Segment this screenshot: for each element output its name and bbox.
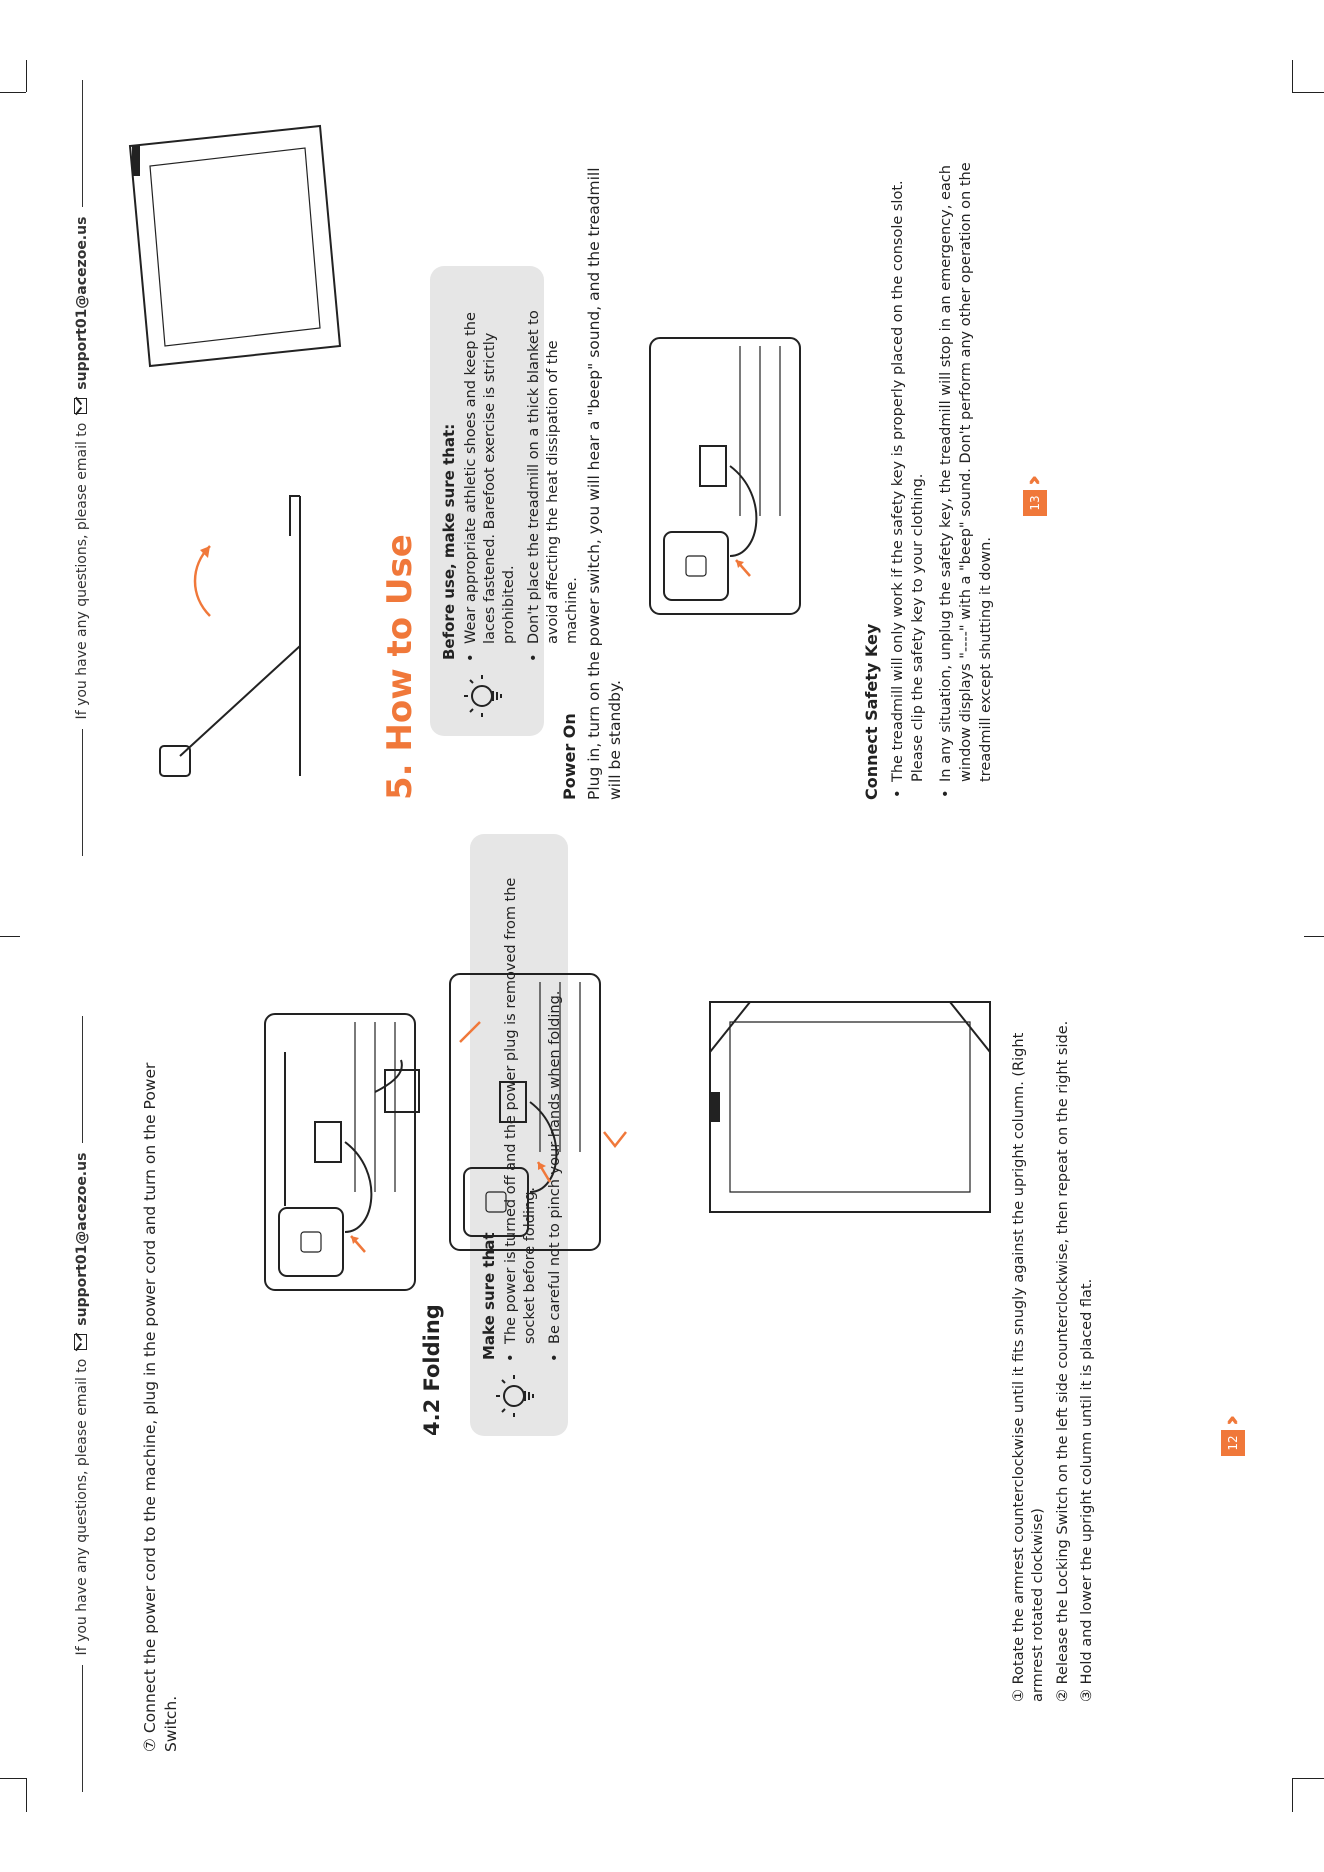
- lightbulb-icon: [492, 1370, 544, 1422]
- before-use-note-box: [430, 266, 580, 736]
- page-number: 12: [1221, 1430, 1245, 1456]
- note-list: [462, 276, 588, 666]
- step-7-text: ⑦ Connect the power cord to the machine, plug in the power cord and turn on the Power Switch.: [141, 1062, 180, 1752]
- note-item: • Don't place the treadmill on a thick blanket to avoid affecting the heat dissipation of the machine.: [525, 276, 582, 666]
- folding-step-2: ② Release the Locking Switch on the left side counterclockwise, then repeat on the right side.: [1055, 1020, 1071, 1702]
- note-title: Before use, make sure that:: [440, 423, 458, 660]
- power-on-title: Power On: [560, 713, 579, 800]
- flat-treadmill-illustration: [120, 116, 350, 376]
- folding-step-3: ③ Hold and lower the upright column until it is placed flat.: [1079, 1278, 1095, 1702]
- note-title: Make sure that: [480, 1232, 498, 1360]
- upright-column-illustration: [100, 476, 330, 796]
- section-title-how-to-use: 5. How to Use: [380, 534, 420, 800]
- note-item: • Be careful not to pinch your hands when folding.: [546, 846, 565, 1366]
- folding-arrow-icon: [600, 1124, 630, 1154]
- mail-icon: [74, 1334, 87, 1350]
- power-switch-illustration: [640, 336, 810, 616]
- support-email-link[interactable]: support01@acezoe.us: [74, 216, 90, 390]
- header-rule: [82, 80, 83, 207]
- page-header: [62, 1016, 102, 1792]
- safety-key-title: Connect Safety Key: [862, 623, 881, 800]
- folded-treadmill-illustration: [690, 982, 1010, 1232]
- safety-key-item: • In any situation, unplug the safety key, the treadmill will stop in an emergency, each window displays "----" with a "beep" sound. Don't perform any other operation on the treadmill except shutting it down.: [936, 140, 996, 800]
- note-item: • Wear appropriate athletic shoes and keep the laces fastened. Barefoot exercise is strictly prohibited.: [462, 276, 519, 666]
- safety-key-list: [888, 140, 1004, 800]
- page-12: [0, 877, 1324, 1872]
- page-header: [62, 80, 102, 856]
- power-on-text: Plug in, turn on the power switch, you will hear a "beep" sound, and the treadmill will be standby.: [585, 167, 624, 800]
- power-cord-illustration: [255, 1012, 425, 1292]
- header-rule: [82, 1665, 83, 1792]
- support-email-link[interactable]: support01@acezoe.us: [74, 1152, 90, 1326]
- folding-step-1: ① Rotate the armrest counterclockwise until it fits snugly against the upright column. (Right armrest rotated clockwise): [1011, 1032, 1046, 1702]
- header-text: If you have any questions, please email to: [74, 1358, 90, 1656]
- page-number: 13: [1023, 490, 1047, 516]
- header-rule: [82, 1016, 83, 1143]
- note-item: • The power is turned off and the power plug is removed from the socket before folding.: [502, 846, 540, 1366]
- lightbulb-icon: [460, 670, 512, 722]
- page-number-13: [1020, 446, 1050, 516]
- safety-key-item: • The treadmill will only work if the safety key is properly placed on the console slot. Please clip the safety key to your clothing.: [888, 140, 928, 800]
- mail-icon: [74, 398, 87, 414]
- section-title-folding: 4.2 Folding: [420, 1304, 444, 1436]
- header-rule: [82, 729, 83, 856]
- chevron-right-icon: ›››: [1220, 1422, 1245, 1426]
- folding-switch-illustration: [440, 972, 610, 1252]
- page-number-12: [1218, 1386, 1248, 1456]
- header-text: If you have any questions, please email to: [74, 422, 90, 720]
- chevron-right-icon: ›››: [1022, 482, 1047, 486]
